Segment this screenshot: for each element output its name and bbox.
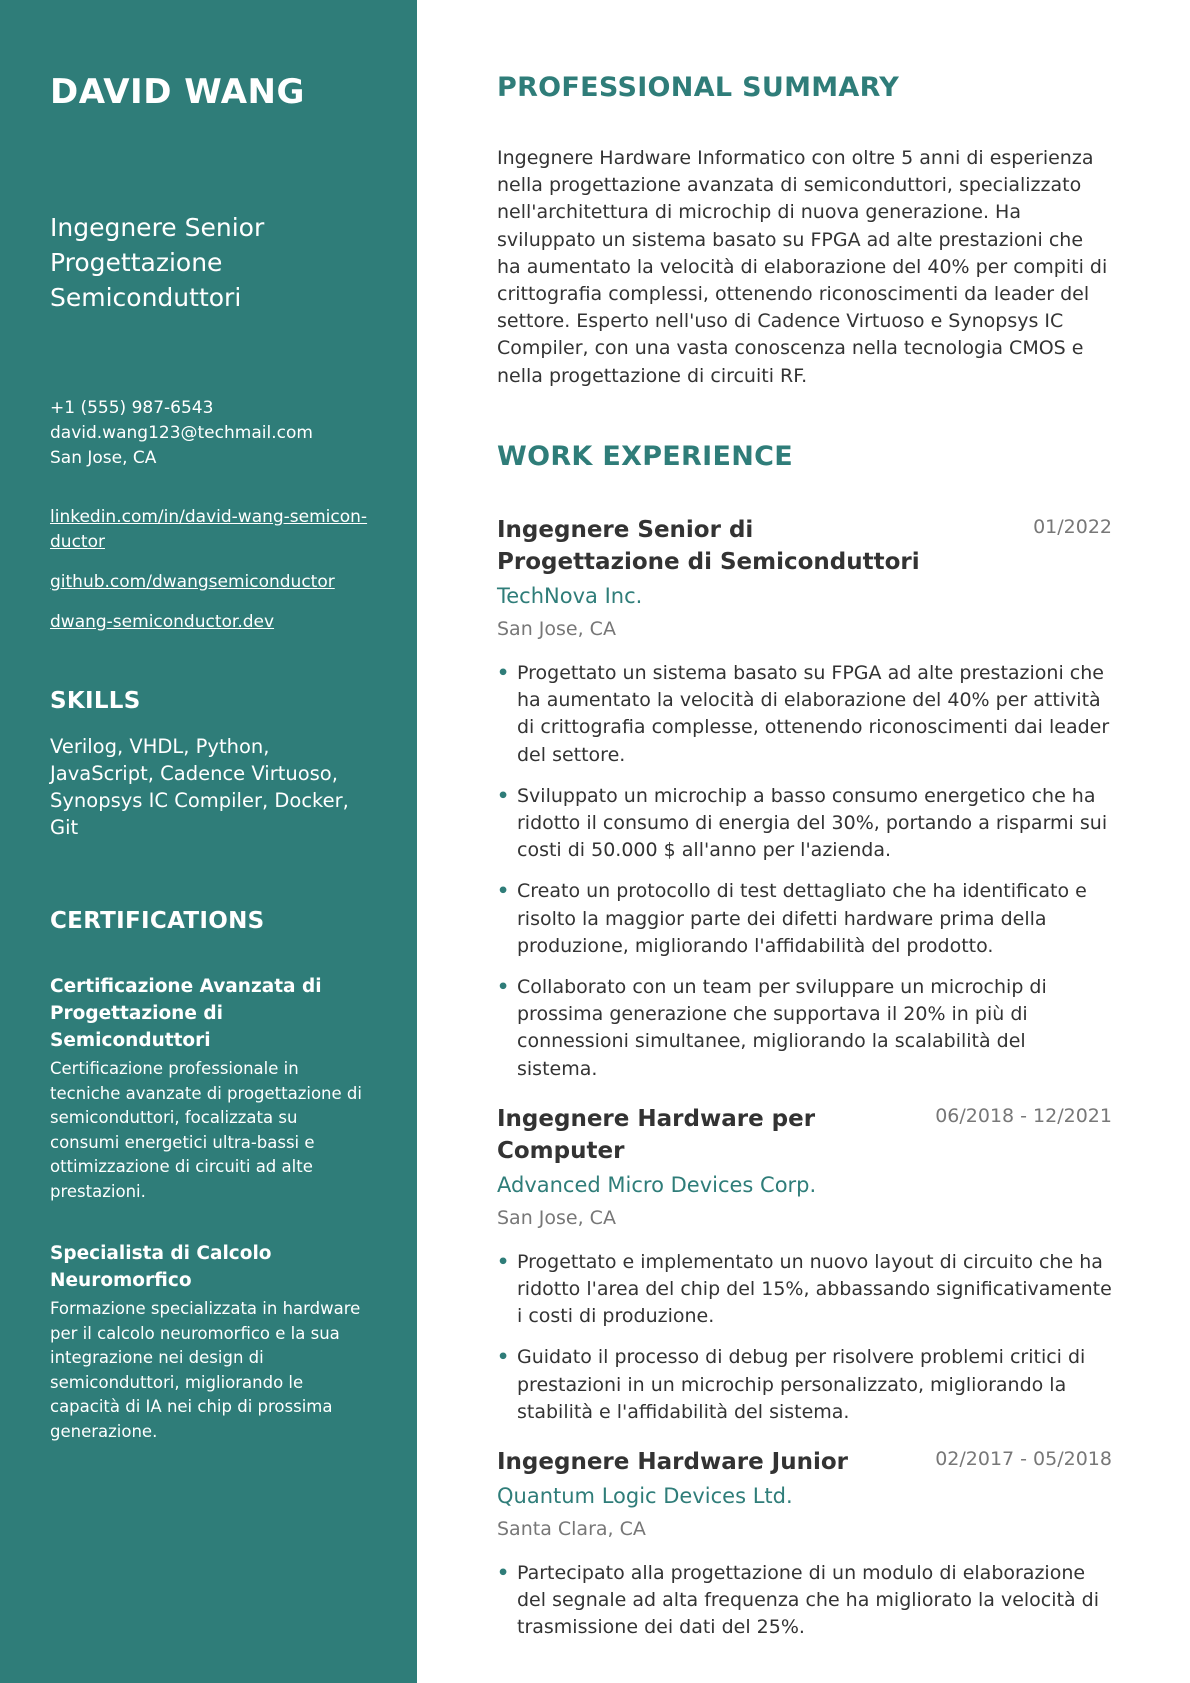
summary-text: Ingegnere Hardware Informatico con oltre 5 anni di esperienza nella progettazione avanzata di semiconduttori, specializzato nell'architettura di microchip di nuova generazione. Ha sviluppato un sistema basato su FPGA ad alte prestazioni che ha aumentato la velocità di elaborazione del 40% per compiti di crittografia complessi, ottenendo riconoscimenti da leader del settore. Esperto nell'uso di Cadence Virtuoso e Synopsys IC Compiler, con una vasta conoscenza nella tecnologia CMOS e nella progettazione di circuiti RF. (497, 147, 1108, 387)
profile-links (50, 505, 380, 650)
job-title-headline: Ingegnere Senior Progettazione Semiconduttori (50, 213, 265, 312)
job-location: San Jose, CA (497, 1206, 616, 1229)
bullet-text: Creato un protocollo di test dettagliato che ha identificato e risolto la maggior parte dei difetti hardware prima della produzione, migliorando l'affidabilità del prodotto. (517, 880, 1087, 957)
job-title: Ingegnere Hardware per Computer (497, 1105, 816, 1164)
certification-item (50, 1240, 370, 1444)
certification-item (50, 973, 370, 1204)
candidate-name: DAVID WANG (50, 72, 305, 112)
bullet-icon: • (497, 784, 510, 807)
contact-info (50, 396, 313, 471)
bullet-icon: • (497, 1346, 510, 1369)
bullet-text: Guidato il processo di debug per risolvere problemi critici di prestazioni in un microchip personalizzato, migliorando la stabilità e l'affidabilità del sistema. (517, 1346, 1086, 1423)
bullet-item (497, 660, 1112, 769)
certification-description: Formazione specializzata in hardware per il calcolo neuromorfico e la sua integrazione nei design di semiconduttori, migliorando le capacità di IA nei chip di prossima generazione. (50, 1299, 361, 1441)
phone-number: +1 (555) 987-6543 (50, 398, 214, 418)
bullet-item (497, 974, 1112, 1083)
skills-list: Verilog, VHDL, Python, JavaScript, Cadence Virtuoso, Synopsys IC Compiler, Docker, Git (50, 735, 349, 839)
bullet-text: Progettato un sistema basato su FPGA ad alte prestazioni che ha aumentato la velocità di elaborazione del 40% per attività di crittografia complesse, ottenendo riconoscimenti dai leader del settore. (517, 662, 1110, 766)
company-name: Advanced Micro Devices Corp. (497, 1172, 817, 1197)
summary-heading: PROFESSIONAL SUMMARY (497, 72, 900, 103)
contact-location: San Jose, CA (50, 448, 157, 468)
company-name: TechNova Inc. (497, 584, 643, 608)
job-date: 01/2022 (1033, 516, 1112, 538)
job-entry (497, 1446, 1112, 1642)
bullet-item (497, 1560, 1112, 1642)
certification-name: Specialista di Calcolo Neuromorfico (50, 1243, 272, 1291)
bullet-item (497, 878, 1112, 960)
job-bullets (497, 1249, 1112, 1426)
certifications-list (50, 973, 370, 1480)
bullet-text: Sviluppato un microchip a basso consumo energetico che ha ridotto il consumo di energia del 30%, portando a risparmi sui costi di 50.000 $ all'anno per l'azienda. (517, 784, 1108, 862)
job-bullets (497, 660, 1112, 1083)
bullet-text: Progettato e implementato un nuovo layout di circuito che ha ridotto l'area del chip del 15%, abbassando significativamente i costi di produzione. (517, 1250, 1112, 1328)
skills-heading: SKILLS (50, 688, 141, 714)
bullet-icon: • (497, 976, 510, 999)
bullet-icon: • (497, 1562, 510, 1585)
job-entry (497, 1103, 1112, 1426)
bullet-item (497, 1344, 1112, 1426)
job-title: Ingegnere Hardware Junior (497, 1449, 849, 1476)
linkedin-link[interactable]: linkedin.com/in/david-wang-semicon-ductor (50, 507, 368, 552)
job-bullets (497, 1560, 1112, 1642)
bullet-item (497, 783, 1112, 865)
website-link[interactable]: dwang-semiconductor.dev (50, 612, 275, 632)
bullet-text: Collaborato con un team per sviluppare un microchip di prossima generazione che supportava il 20% in più di connessioni simultanee, migliorando la scalabilità del sistema. (517, 976, 1047, 1080)
certification-description: Certificazione professionale in tecniche avanzate di progettazione di semiconduttori, focalizzata su consumi energetici ultra-bassi e ottimizzazione di circuiti ad alte prestazioni. (50, 1059, 362, 1201)
github-link[interactable]: github.com/dwangsemiconductor (50, 572, 335, 592)
bullet-icon: • (497, 1250, 510, 1273)
sidebar (0, 0, 417, 1683)
bullet-icon: • (497, 880, 510, 903)
email-address: david.wang123@techmail.com (50, 423, 313, 443)
bullet-text: Partecipato alla progettazione di un modulo di elaborazione del segnale ad alta frequenza che ha migliorato la velocità di trasmissione dei dati del 25%. (517, 1562, 1100, 1639)
experience-heading: WORK EXPERIENCE (497, 441, 793, 472)
job-date: 02/2017 - 05/2018 (935, 1448, 1112, 1471)
job-list (497, 514, 1112, 1662)
certifications-heading: CERTIFICATIONS (50, 908, 265, 934)
job-location: San Jose, CA (497, 618, 616, 640)
bullet-item (497, 1249, 1112, 1331)
certification-name: Certificazione Avanzata di Progettazione di Semiconduttori (50, 976, 322, 1051)
job-title: Ingegnere Senior di Progettazione di Semiconduttori (497, 517, 920, 575)
company-name: Quantum Logic Devices Ltd. (497, 1484, 793, 1509)
job-entry (497, 514, 1112, 1083)
job-date: 06/2018 - 12/2021 (935, 1104, 1112, 1127)
job-location: Santa Clara, CA (497, 1518, 646, 1541)
bullet-icon: • (497, 662, 510, 684)
